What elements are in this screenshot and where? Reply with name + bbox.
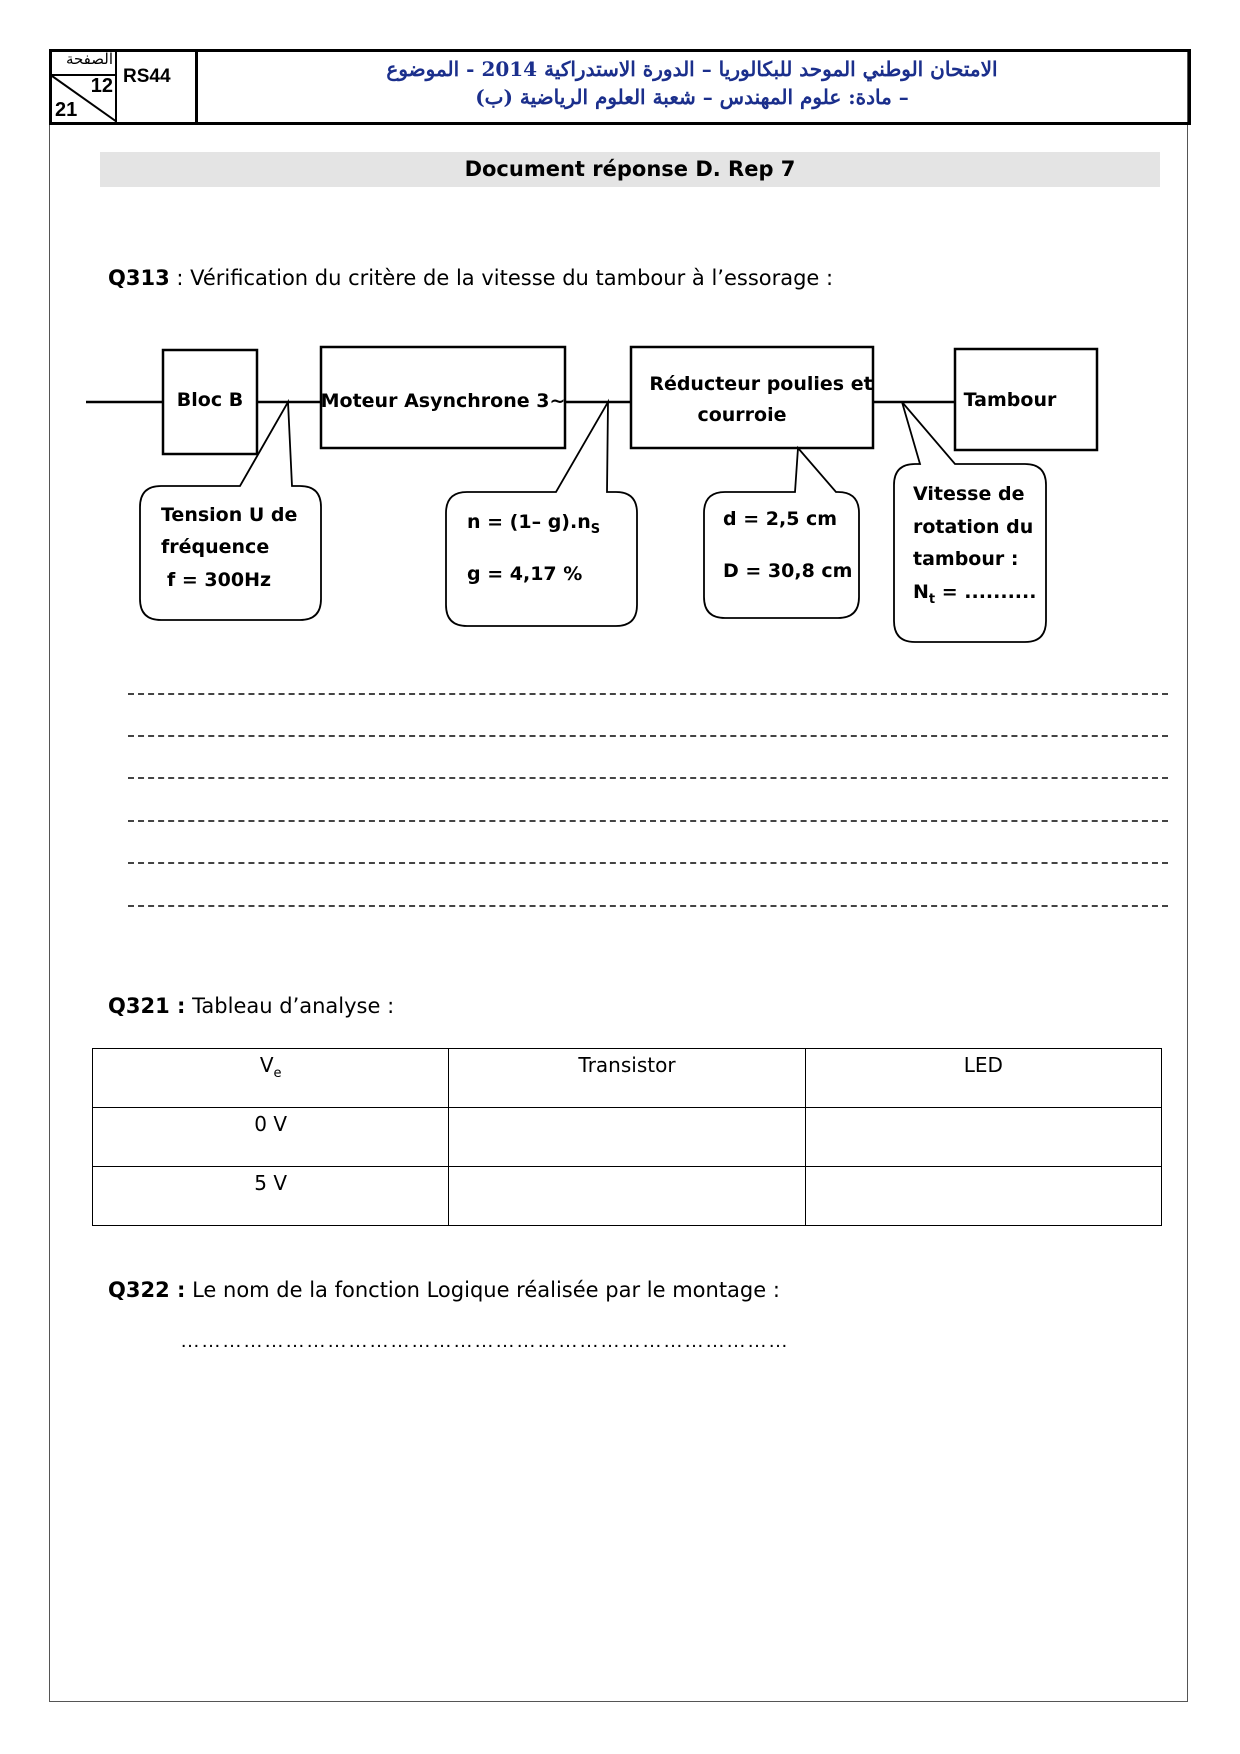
page-label: الصفحة bbox=[65, 52, 113, 68]
q322-answer-line[interactable]: …………………………………………………………………………… bbox=[180, 1330, 789, 1352]
block-diagram bbox=[0, 330, 1240, 650]
exam-title bbox=[202, 52, 1182, 122]
q313-label: Q313 bbox=[108, 266, 170, 290]
answer-line[interactable] bbox=[128, 735, 1168, 737]
answer-line[interactable] bbox=[128, 693, 1168, 695]
answer-line[interactable] bbox=[128, 862, 1168, 864]
table-header-row bbox=[93, 1049, 1162, 1108]
header-led: LED bbox=[805, 1049, 1161, 1108]
q322-question bbox=[108, 1278, 780, 1302]
document-title: Document réponse D. Rep 7 bbox=[100, 152, 1160, 187]
table-row bbox=[93, 1108, 1162, 1167]
callout-moteur-sub: S bbox=[590, 522, 601, 537]
page-number-box bbox=[52, 52, 117, 122]
subject-code: RS44 bbox=[117, 52, 198, 122]
callout-tambour-sub: t bbox=[928, 592, 936, 607]
block-reducteur bbox=[631, 347, 873, 448]
q321-question bbox=[108, 994, 394, 1018]
answer-cell-led[interactable] bbox=[805, 1167, 1161, 1226]
row-ve-value: 0 V bbox=[93, 1108, 449, 1167]
exam-title-line2: – مادة: علوم المهندس – شعبة العلوم الرياضية (ب) bbox=[475, 85, 909, 109]
table-row bbox=[93, 1167, 1162, 1226]
block-moteur-label: Moteur Asynchrone 3~ bbox=[320, 390, 566, 412]
page-number: 12 bbox=[90, 75, 113, 97]
q321-text: Tableau d’analyse : bbox=[185, 994, 395, 1018]
row-ve-value: 5 V bbox=[93, 1167, 449, 1226]
callout-reducteur bbox=[704, 448, 859, 618]
analysis-table bbox=[92, 1048, 1162, 1226]
callout-tambour-l4 bbox=[913, 581, 1036, 607]
callout-tension-l3: f = 300Hz bbox=[167, 569, 272, 591]
block-bloc-b-label: Bloc B bbox=[176, 389, 244, 411]
q313-question bbox=[108, 266, 833, 290]
block-tambour-label: Tambour bbox=[963, 389, 1057, 411]
answer-cell-transistor[interactable] bbox=[449, 1108, 805, 1167]
callout-tension-l1: Tension U de bbox=[161, 504, 298, 526]
q321-label: Q321 : bbox=[108, 994, 186, 1018]
page-total: 21 bbox=[55, 99, 78, 121]
exam-title-line1: الامتحان الوطني الموحد للبكالوريا – الدورة الاستدراكية 2014 - الموضوع bbox=[386, 57, 998, 81]
callout-tambour-l3: tambour : bbox=[913, 548, 1019, 570]
answer-line[interactable] bbox=[128, 820, 1168, 822]
callout-moteur-formula: n = (1– g).n bbox=[467, 511, 591, 533]
header-ve-main: V bbox=[259, 1053, 274, 1077]
q322-label: Q322 : bbox=[108, 1278, 186, 1302]
answer-line[interactable] bbox=[128, 777, 1168, 779]
exam-header bbox=[49, 49, 1191, 125]
callout-reducteur-l2: D = 30,8 cm bbox=[723, 560, 853, 582]
answer-line[interactable] bbox=[128, 905, 1168, 907]
callout-tambour-l2: rotation du bbox=[913, 516, 1034, 538]
block-reducteur-label-2: courroie bbox=[697, 404, 787, 426]
callout-tension-l2: fréquence bbox=[161, 536, 270, 558]
callout-tambour-n: N bbox=[913, 581, 929, 603]
callout-tambour-rest: = .......... bbox=[935, 581, 1037, 603]
q313-text: : Vérification du critère de la vitesse du tambour à l’essorage : bbox=[169, 266, 834, 290]
q322-text: Le nom de la fonction Logique réalisée par le montage : bbox=[185, 1278, 780, 1302]
answer-cell-transistor[interactable] bbox=[449, 1167, 805, 1226]
answer-cell-led[interactable] bbox=[805, 1108, 1161, 1167]
callout-moteur-l2: g = 4,17 % bbox=[467, 563, 583, 585]
header-ve-sub: e bbox=[273, 1066, 282, 1081]
callout-reducteur-l1: d = 2,5 cm bbox=[723, 508, 838, 530]
page-border bbox=[49, 49, 1188, 1702]
header-transistor: Transistor bbox=[449, 1049, 805, 1108]
callout-moteur-l1 bbox=[467, 511, 600, 537]
callout-tambour-l1: Vitesse de bbox=[913, 483, 1025, 505]
block-reducteur-label-1: Réducteur poulies et bbox=[649, 373, 873, 395]
header-ve bbox=[93, 1049, 449, 1108]
